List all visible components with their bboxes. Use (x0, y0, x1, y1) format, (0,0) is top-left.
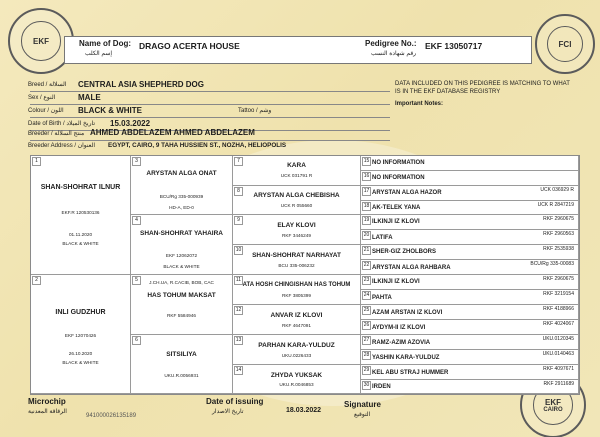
dog-name-label-ar: إسم الكلب (85, 51, 113, 57)
dam-name: INLI GUDZHUR (55, 309, 106, 316)
sex-value: MALE (78, 93, 101, 102)
sire-reg: EKF.R 120530136 (61, 210, 100, 215)
dog-name-label: Name of Dog: (79, 39, 131, 48)
ancestor-cell: 27 RAMZ-AZIM AZOVIA UKU.0120345 (361, 335, 579, 350)
colour-value: BLACK & WHITE (78, 106, 142, 115)
breeder-label: Breeder / منتج السلالة (28, 131, 85, 137)
microchip-label-ar: الرقاقة المعدنية (28, 409, 67, 415)
pedigree-label-ar: رقم شهادة النسب (371, 51, 417, 57)
header-bar (64, 36, 532, 64)
signature-label: Signature (344, 400, 381, 409)
ancestor-cell: 24 PAHTA RKF 3219154 (361, 290, 579, 305)
dog-name-value: DRAGO ACERTA HOUSE (139, 41, 240, 51)
divider (30, 140, 390, 141)
grandparent-cell: 5 J.CH.UA, R.CACIB, BOB, CAC HAS TOHUM MAKSAT RKF 5584946 (131, 275, 233, 335)
sire-cell: 1 SHAN-SHOHRAT ILNUR EKF.R 120530136 01.11.2020 BLACK & WHITE (31, 156, 131, 275)
registry-note: DATA INCLUDED ON THIS PEDIGREE IS MATCHING TO WHAT IS IN THE EKF DATABASE REGISTRY Important Notes: (395, 81, 570, 107)
breeder-value: AHMED ABDELAZEM AHMED ABDELAZEM (90, 128, 255, 137)
ancestor-cell: 26 AYDYM-II IZ KLOVI RKF 4024067 (361, 320, 579, 335)
ekf-cairo-stamp-icon: EKF CAIRO (520, 372, 586, 437)
ancestor-cell: 19 ILKINJI IZ KLOVI RKF 2960675 (361, 215, 579, 230)
ancestor-cell: 17 ARYSTAN ALGA HAZOR UCK 036929 R (361, 186, 579, 201)
divider (30, 91, 390, 92)
ancestor-cell: 20 LATIFA RKF 2960563 (361, 230, 579, 245)
dam-reg: EKF 12070426 (64, 333, 97, 338)
divider (30, 104, 390, 105)
great-grandparent-cell: 9 ELAY KLOVI RKF 3446249 (233, 215, 361, 245)
ancestor-cell: 25 AZAM ARSTAN IZ KLOVI RKF 4188966 (361, 305, 579, 320)
ancestor-cell: 18 AK-TELEK YANA UCK R 2847219 (361, 201, 579, 215)
dob-value: 15.03.2022 (110, 119, 151, 128)
sire-name: SHAN-SHOHRAT ILNUR (40, 184, 121, 191)
pedigree-label: Pedigree No.: (365, 39, 417, 48)
pedigree-value: EKF 13050717 (425, 41, 483, 51)
address-label: Breeder Address / العنوان (28, 143, 96, 149)
tattoo-label: Tattoo / وشم (238, 108, 272, 114)
dam-cell: 2 INLI GUDZHUR EKF 12070426 26.10.2020 BLACK & WHITE (31, 275, 131, 394)
breed-label: Breed / السلالة (28, 82, 67, 88)
great-grandparent-cell: 11 ATA HOSH CHINGISHAN HAS TOHUM RKF 3805399 (233, 275, 361, 305)
microchip-value: 941000026135189 (86, 413, 137, 419)
great-grandparent-cell: 10 SHAN-SHOHRAT NARHAYAT BCU 335-006232 (233, 245, 361, 275)
great-grandparent-cell: 8 ARYSTAN ALGA CHEBISHA UCK R 055660 (233, 186, 361, 215)
great-grandparent-cell: 14 ZHYDA YUKSAK UKU.R.0046853 (233, 365, 361, 394)
issue-value: 18.03.2022 (286, 407, 322, 414)
grandparent-cell: 3 ARYSTAN ALGA ONAT BCU/Rg 335-000939 HD-A, ED-0 (131, 156, 233, 215)
issue-label: Date of issuing (206, 397, 264, 406)
grandparent-cell: 4 SHAN-SHOHRAT YAHAIRA EKF 12062072 BLACK & WHITE (131, 215, 233, 275)
ancestor-cell: 28 YASHIN KARA-YULDUZ UKU.0140463 (361, 350, 579, 365)
great-grandparent-cell: 7 KARA UCK 031791 R (233, 156, 361, 186)
pedigree-grid (30, 155, 580, 395)
ancestor-cell: 30 IRDEN RKF 2911689 (361, 380, 579, 394)
colour-label: Colour / اللون (28, 108, 64, 114)
fci-seal-icon: FCI (535, 14, 595, 74)
breed-value: CENTRAL ASIA SHEPHERD DOG (78, 80, 204, 89)
ancestor-cell: 16 NO INFORMATION (361, 171, 579, 186)
great-grandparent-cell: 13 PARHAN KARA-YULDUZ UKU.0226433 (233, 335, 361, 365)
great-grandparent-cell: 12 ANVAR IZ KLOVI RKF 4647091 (233, 305, 361, 335)
sex-label: Sex / النوع (28, 95, 56, 101)
dob-label: Date of Birth / تاريخ الميلاد (28, 121, 95, 127)
ancestor-cell: 23 ILKINJI IZ KLOVI RKF 2960675 (361, 275, 579, 290)
ancestor-cell: 21 SHER-GIZ ZHOLBORS RKF 2535938 (361, 245, 579, 260)
ekf-seal-icon: EKF (8, 8, 74, 74)
sire-colour: BLACK & WHITE (62, 241, 99, 246)
signature-label-ar: التوقيع (354, 412, 371, 418)
microchip-label: Microchip (28, 397, 66, 406)
issue-label-ar: تاريخ الاصدار (212, 409, 244, 415)
footer (28, 397, 574, 425)
ancestor-cell: 15 NO INFORMATION (361, 156, 579, 171)
ancestor-cell: 29 KEL ABU STRAJ HUMMER RKF 4097671 (361, 365, 579, 380)
sire-dob: 01.11.2020 (68, 232, 93, 237)
grandparent-cell: 6 SITSILIYA UKU.R.0056931 (131, 335, 233, 394)
address-value: EGYPT, CAIRO, 9 TAHA HUSSIEN ST., NOZHA, HELIOPOLIS (108, 142, 287, 149)
ancestor-cell: 22 ARYSTAN ALGA RAHBARA BCU/Rg 335-00083 (361, 260, 579, 275)
dam-dob: 26.10.2020 (68, 351, 93, 356)
divider (30, 117, 390, 118)
dam-colour: BLACK & WHITE (62, 360, 99, 365)
